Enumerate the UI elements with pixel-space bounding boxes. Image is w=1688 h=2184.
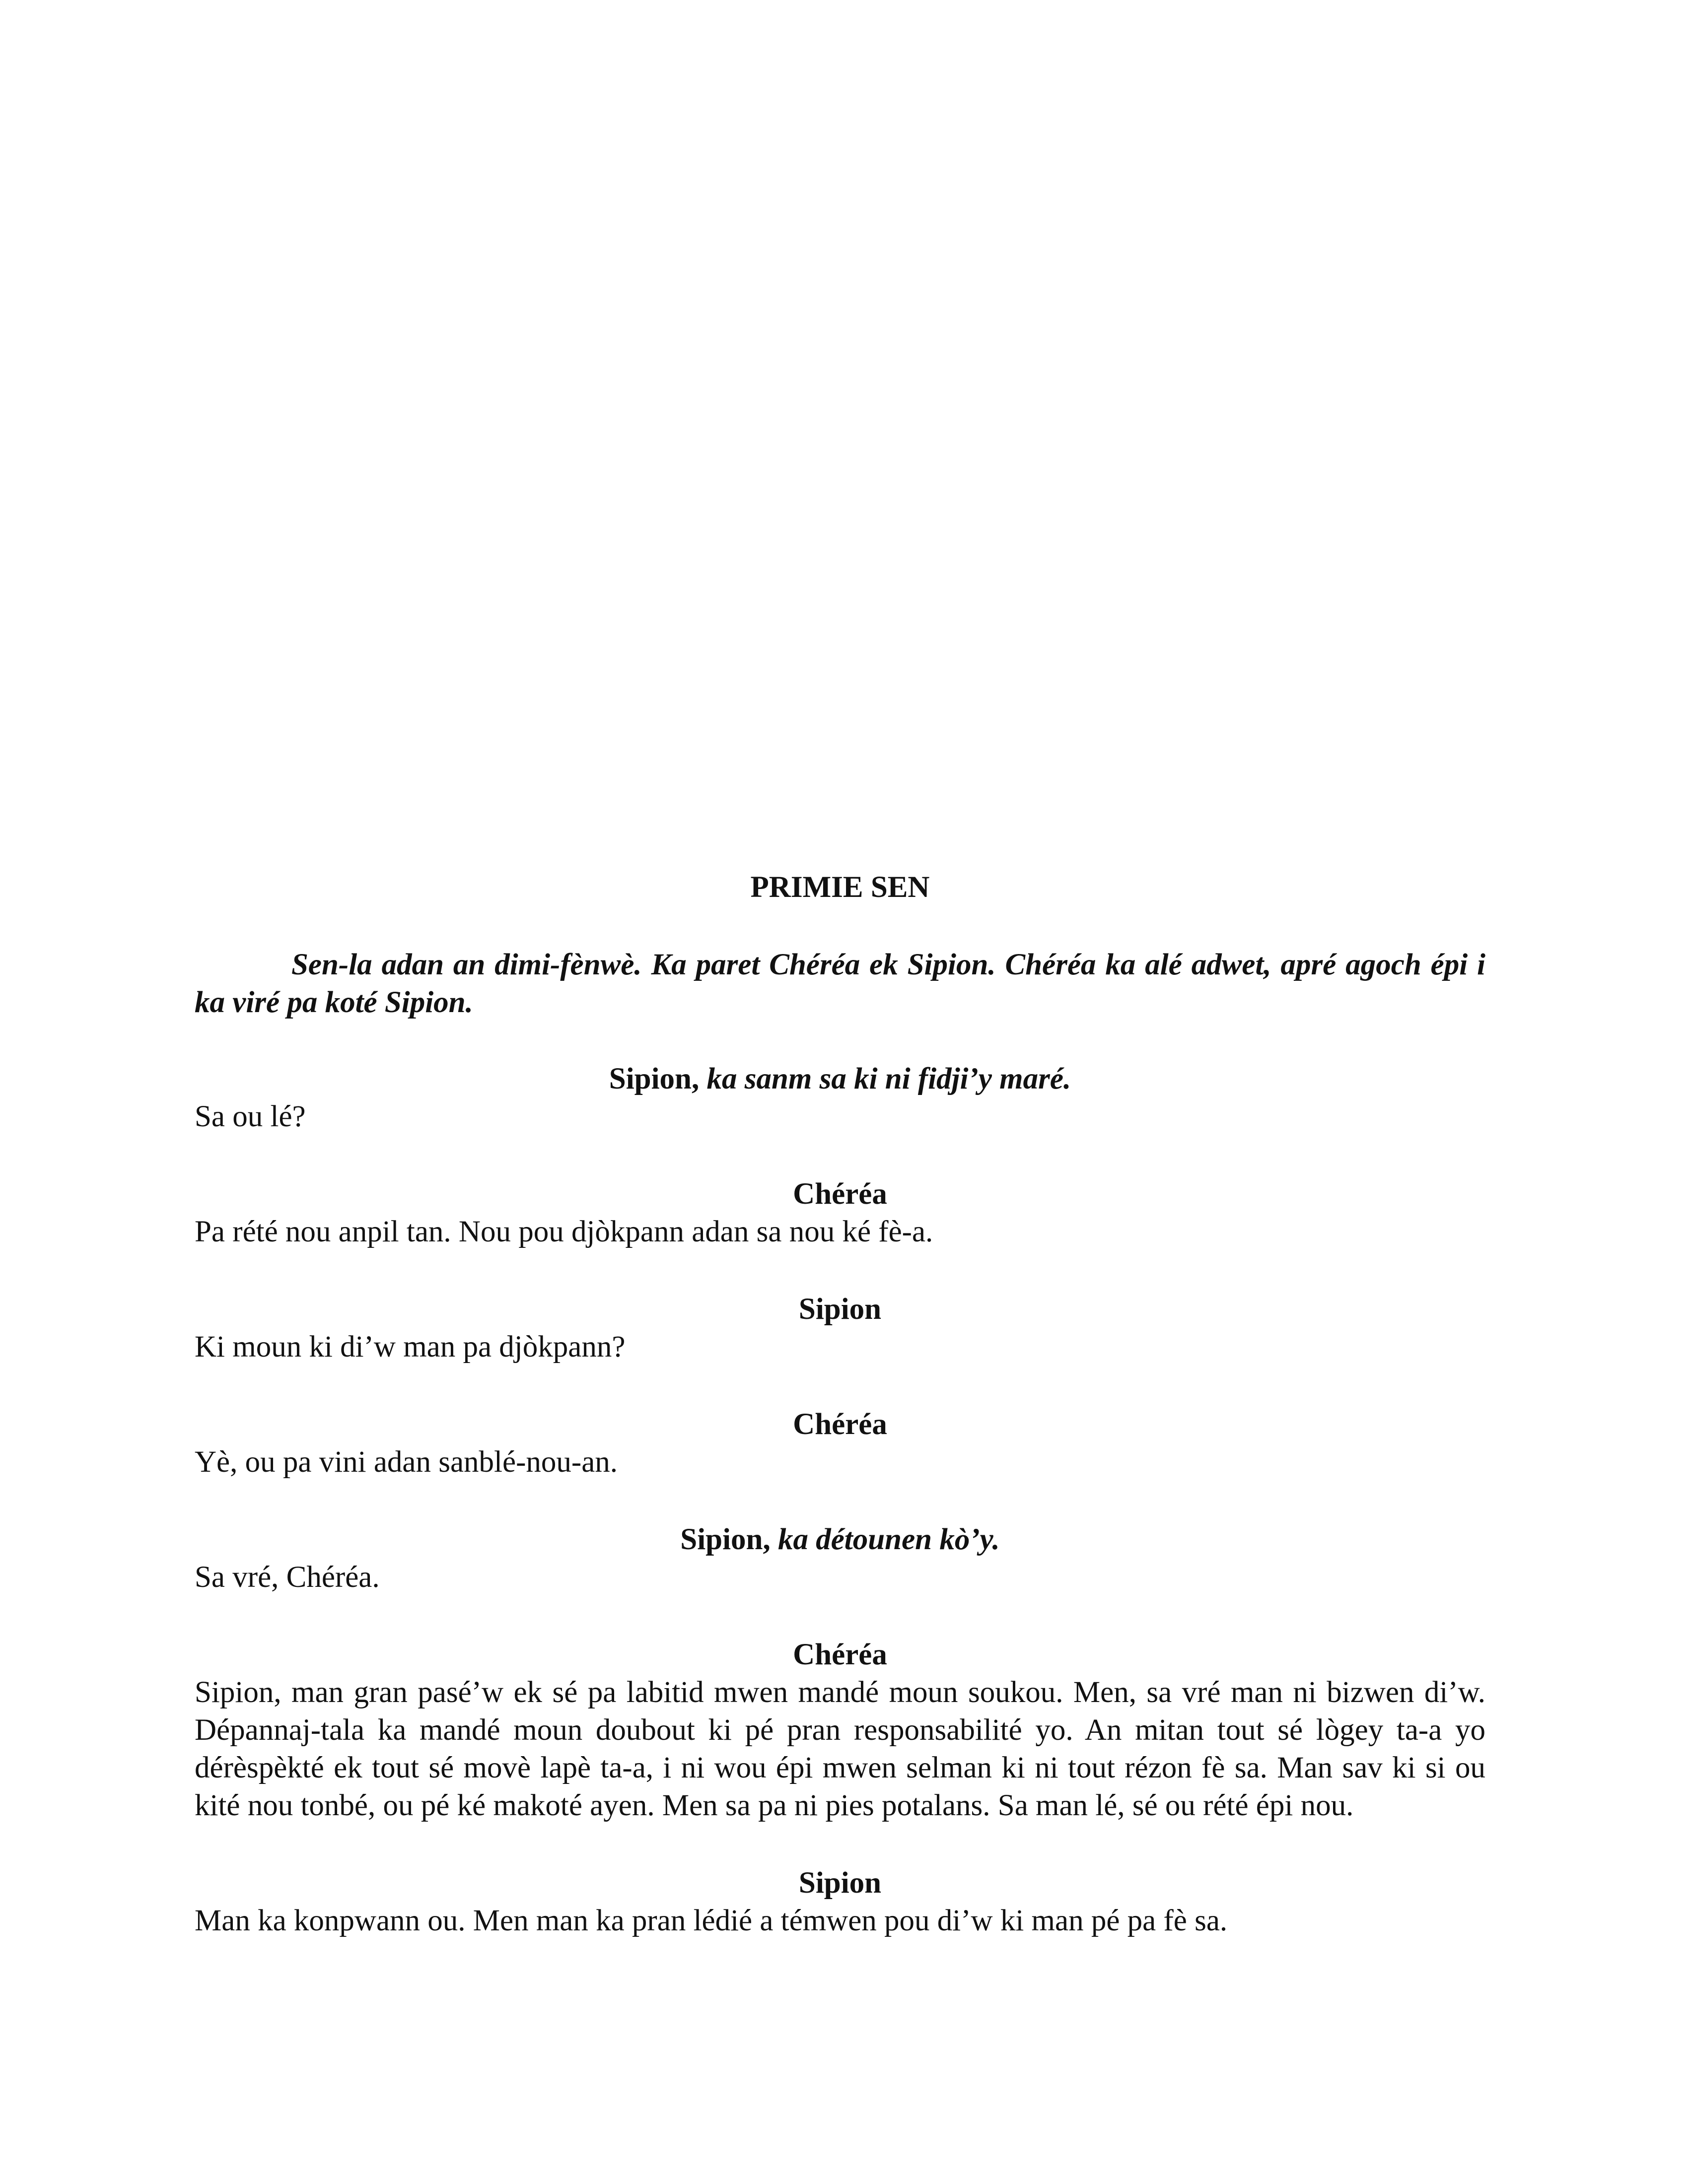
dialogue-block <box>195 1521 1485 1596</box>
play-page <box>195 869 1485 1979</box>
speaker-name: Sipion, <box>609 1062 700 1095</box>
dialogue-block <box>195 1060 1485 1136</box>
speaker-line <box>195 1291 1485 1328</box>
speaker-name: Sipion <box>798 1866 882 1900</box>
dialogue-block <box>195 1406 1485 1481</box>
speaker-direction: ka détounen kò’y. <box>777 1523 1000 1556</box>
dialogue-text: Pa rété nou anpil tan. Nou pou djòkpann adan sa nou ké fè-a. <box>195 1215 933 1248</box>
speaker-line <box>195 1636 1485 1674</box>
speaker-line <box>195 1406 1485 1443</box>
speaker-line <box>195 1864 1485 1902</box>
stage-direction: Sen-la adan an dimi-fènwè. Ka paret Chéréa ek Sipion. Chéréa ka alé adwet, apré agoch épi i ka viré pa koté Sipion. <box>195 948 1485 1019</box>
speaker-line <box>195 1060 1485 1098</box>
speaker-line <box>195 1175 1485 1213</box>
speaker-direction: ka sanm sa ki ni fidji’y maré. <box>706 1062 1071 1095</box>
dialogue-block <box>195 1291 1485 1366</box>
dialogue-text: Sa ou lé? <box>195 1100 306 1133</box>
dialogue-text: Man ka konpwann ou. Men man ka pran lédié a témwen pou di’w ki man pé pa fè sa. <box>195 1904 1228 1937</box>
dialogue-text: Sa vré, Chéréa. <box>195 1561 380 1594</box>
scene-title: PRIMIE SEN <box>750 871 930 904</box>
dialogue-block <box>195 1864 1485 1940</box>
dialogue-text: Ki moun ki di’w man pa djòkpann? <box>195 1330 626 1364</box>
speaker-name: Chéréa <box>793 1638 887 1671</box>
dialogue-text: Yè, ou pa vini adan sanblé-nou-an. <box>195 1445 618 1479</box>
speaker-name: Sipion, <box>680 1523 771 1556</box>
dialogue-block <box>195 1175 1485 1251</box>
speaker-name: Sipion <box>798 1293 882 1326</box>
dialogue-text: Sipion, man gran pasé’w ek sé pa labitid mwen mandé moun soukou. Men, sa vré man ni bizwen di’w. Dépannaj-tala ka mandé moun doubout ki pé pran responsabilité yo. An mitan tout sé lògey ta-a yo dérèspèkté ek tout sé movè lapè ta-a, i ni wou épi mwen selman ki ni tout rézon fè sa. Man sav ki si ou kité nou tonbé, ou pé ké makoté ayen. Men sa pa ni pies potalans. Sa man lé, sé ou rété épi nou. <box>195 1676 1485 1822</box>
speaker-name: Chéréa <box>793 1177 887 1211</box>
speaker-name: Chéréa <box>793 1408 887 1441</box>
dialogue-block <box>195 1636 1485 1825</box>
speaker-line <box>195 1521 1485 1559</box>
